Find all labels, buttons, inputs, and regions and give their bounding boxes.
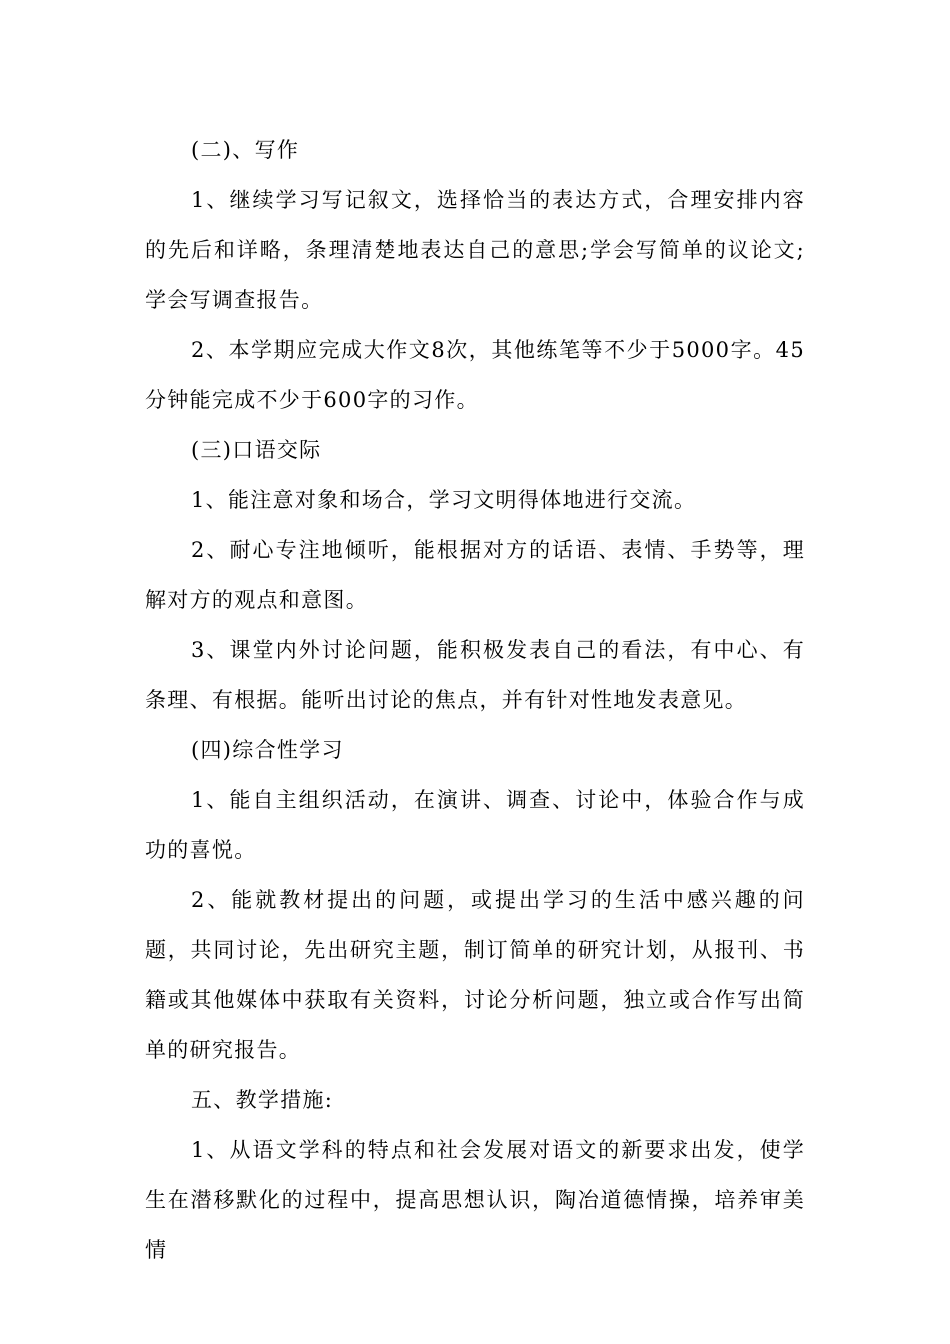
writing-item-2: 2、本学期应完成大作文8次，其他练笔等不少于5000字。45分钟能完成不少于600字的习作。 [145, 338, 805, 412]
speaking-item-2: 2、耐心专注地倾听，能根据对方的话语、表情、手势等，理解对方的观点和意图。 [145, 538, 805, 612]
comprehensive-item-1: 1、能自主组织活动，在演讲、调查、讨论中，体验合作与成功的喜悦。 [145, 788, 805, 862]
writing-heading: (二)、写作 [191, 138, 300, 162]
writing-item-1: 1、继续学习写记叙文，选择恰当的表达方式，合理安排内容的先后和详略，条理清楚地表达自己的意思;学会写简单的议论文;学会写调查报告。 [145, 188, 805, 312]
comprehensive-heading: (四)综合性学习 [191, 738, 344, 762]
speaking-item-1: 1、能注意对象和场合，学习文明得体地进行交流。 [191, 488, 697, 512]
speaking-heading: (三)口语交际 [191, 438, 322, 462]
measures-item-1: 1、从语文学科的特点和社会发展对语文的新要求出发，使学生在潜移默化的过程中，提高思想认识，陶冶道德情操，培养审美情 [145, 1138, 805, 1262]
speaking-item-3: 3、课堂内外讨论问题，能积极发表自己的看法，有中心、有条理、有根据。能听出讨论的焦点，并有针对性地发表意见。 [145, 638, 805, 712]
measures-heading: 五、教学措施: [191, 1088, 334, 1112]
comprehensive-item-2: 2、能就教材提出的问题，或提出学习的生活中感兴趣的问题，共同讨论，先出研究主题，制订简单的研究计划，从报刊、书籍或其他媒体中获取有关资料，讨论分析问题，独立或合作写出简单的研究报告。 [145, 888, 805, 1062]
